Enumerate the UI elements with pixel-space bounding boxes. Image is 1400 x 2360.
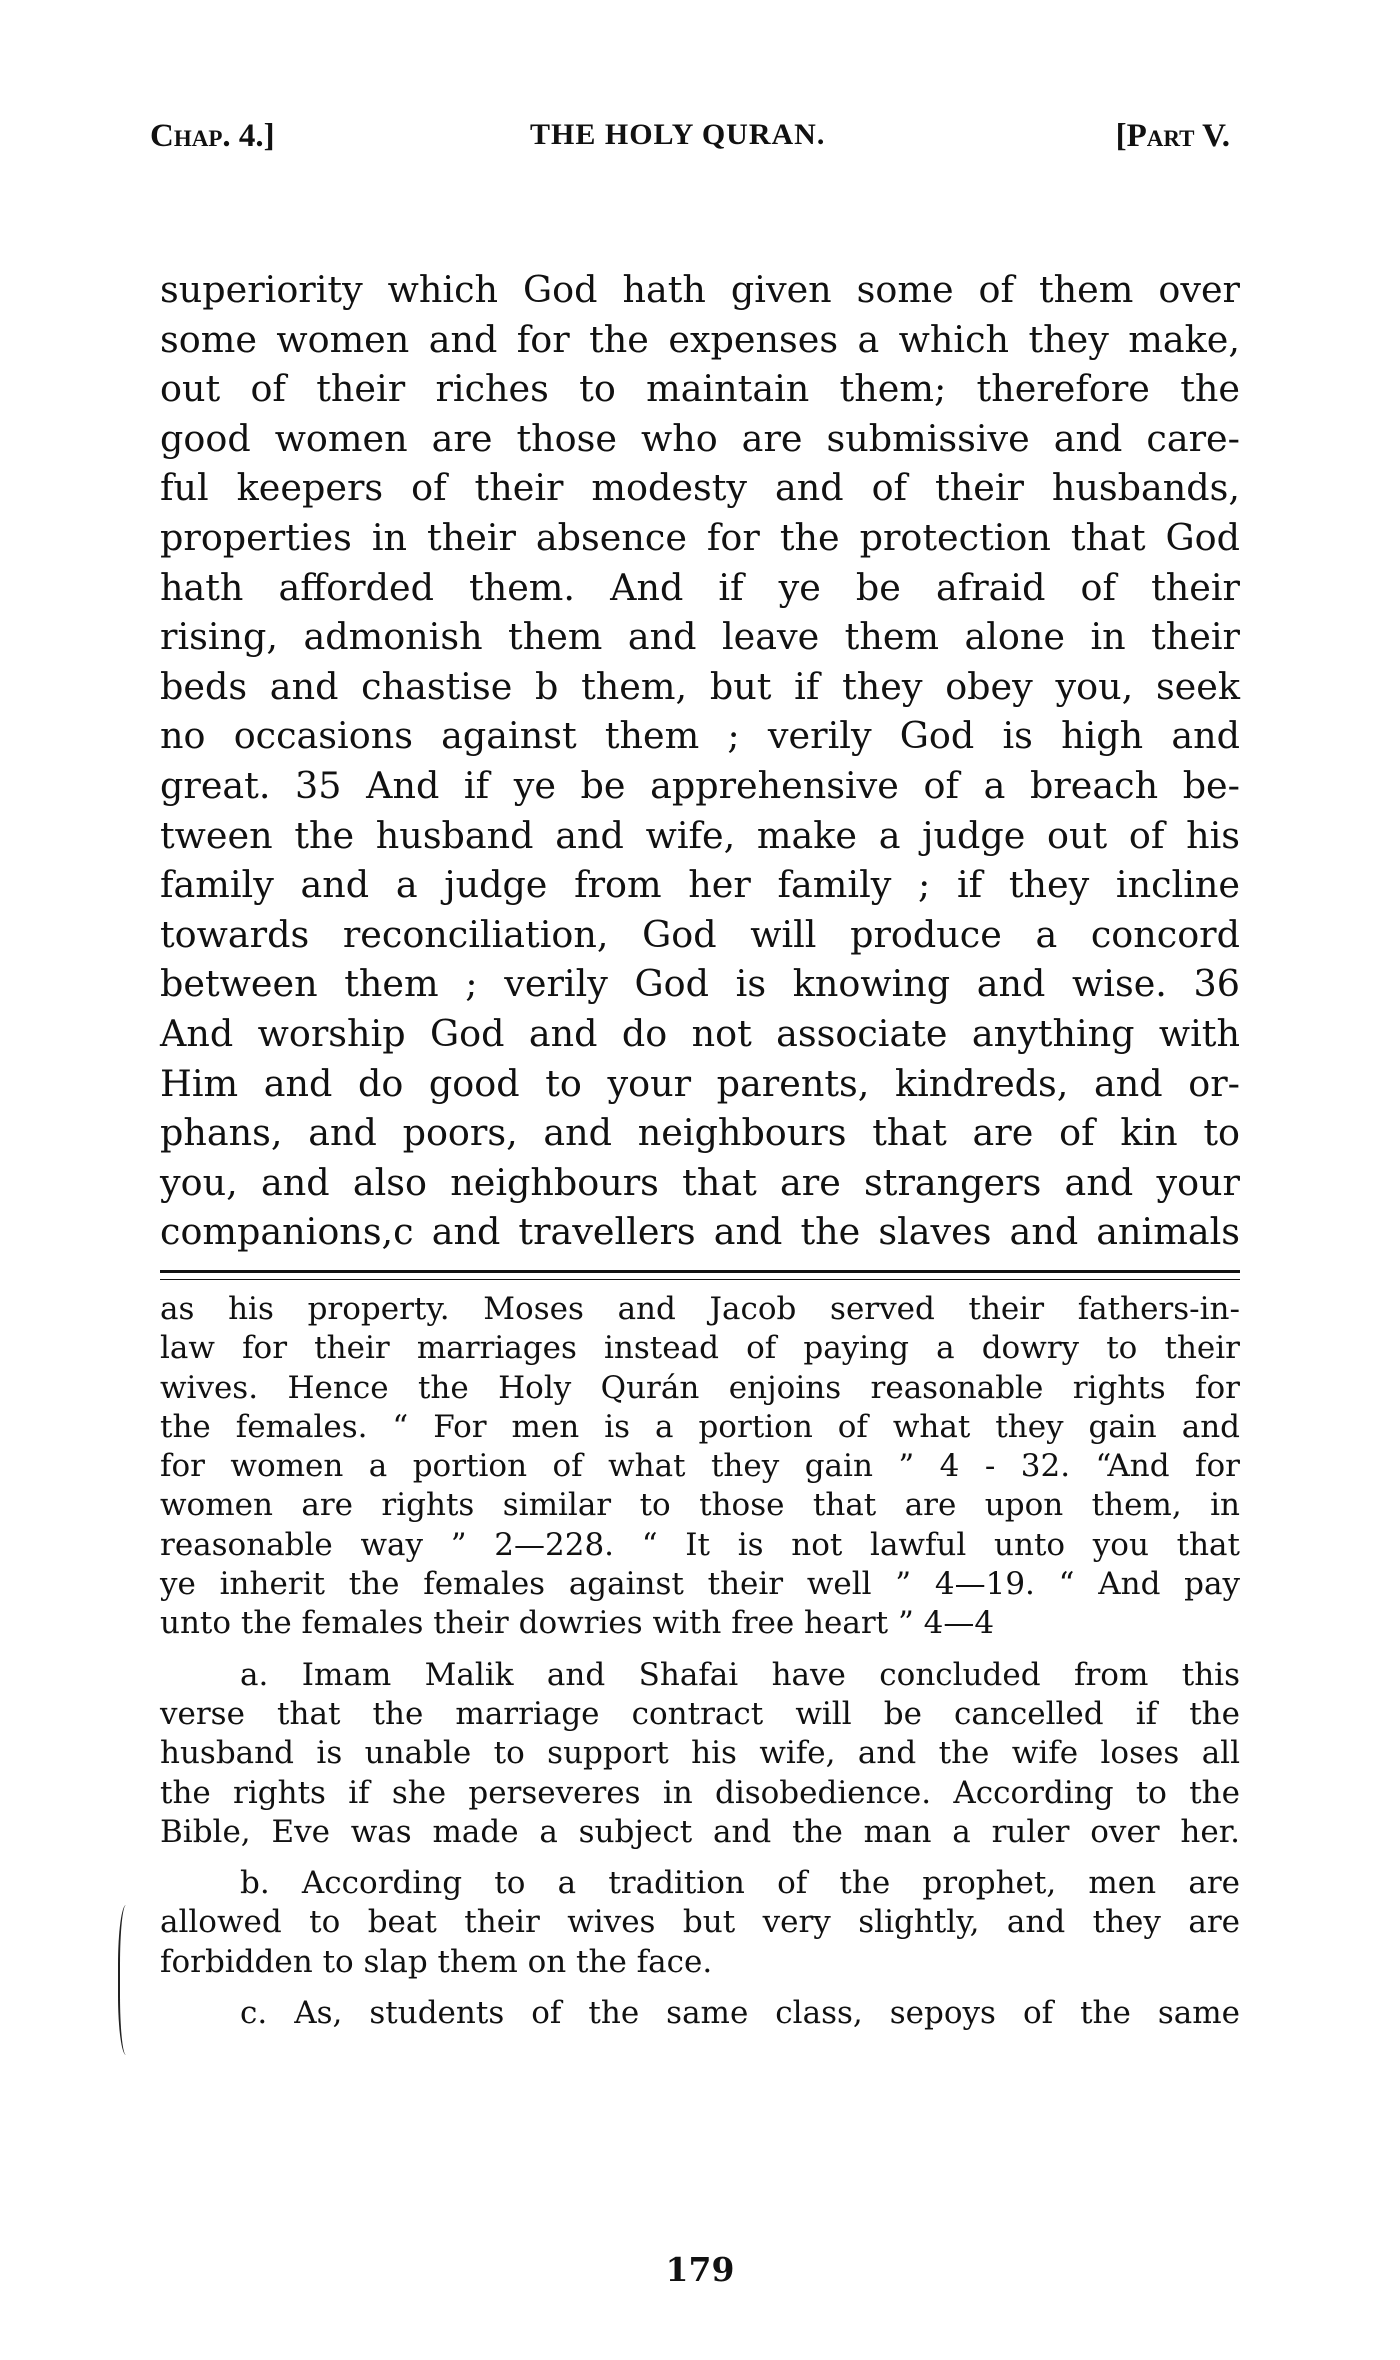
- footnote-line: allowed to beat their wives but very slightly, and they are: [160, 1904, 1240, 1941]
- footnote-rule: [160, 1270, 1240, 1273]
- footnote-line: the females. “ For men is a portion of what they gain and: [160, 1408, 1240, 1445]
- footnote-line: forbidden to slap them on the face.: [160, 1943, 713, 1980]
- text-line: properties in their absence for the protection that God: [160, 515, 1240, 559]
- footnote-line: c. As, students of the same class, sepoys of the same: [240, 1995, 1240, 2032]
- text-line: family and a judge from her family ; if they incline: [160, 863, 1240, 907]
- text-line: towards reconciliation, God will produce a concord: [160, 912, 1240, 956]
- text-line: between them ; verily God is knowing and wise. 36: [160, 962, 1240, 1006]
- text-line: good women are those who are submissive and care-: [160, 416, 1240, 460]
- header-title: THE HOLY QURAN.: [530, 118, 826, 151]
- header-chapter: Chap. 4.]: [150, 118, 275, 154]
- footnote-continuation: [160, 1290, 1240, 1644]
- running-header: [150, 118, 1230, 168]
- page-number: 179: [665, 2250, 735, 2289]
- footnote-line: women are rights similar to those that are upon them, in: [160, 1487, 1240, 1524]
- text-line: rising, admonish them and leave them alone in their: [160, 615, 1240, 659]
- text-line: no occasions against them ; verily God is high and: [160, 714, 1240, 758]
- footnote-line: a. Imam Malik and Shafai have concluded from this: [240, 1656, 1240, 1693]
- footnote-b: [160, 1864, 1240, 1982]
- footnote-line: wives. Hence the Holy Qurán enjoins reasonable rights for: [160, 1369, 1240, 1406]
- main-text: [160, 265, 1240, 1257]
- header-part: [Part V.: [1115, 118, 1230, 154]
- footnote-line: reasonable way ” 2—228. “ It is not lawful unto you that: [160, 1526, 1240, 1563]
- text-line: out of their riches to maintain them; therefore the: [160, 367, 1240, 411]
- text-line: some women and for the expenses a which they make,: [160, 317, 1240, 361]
- text-line: And worship God and do not associate anything with: [160, 1011, 1240, 1055]
- footnotes: [160, 1290, 1240, 2033]
- margin-bracket-mark: [118, 1905, 138, 2055]
- footnote-a: [160, 1656, 1240, 1852]
- footnote-line: b. According to a tradition of the prophet, men are: [240, 1865, 1240, 1902]
- footnote-line: the rights if she perseveres in disobedience. According to the: [160, 1774, 1240, 1811]
- text-line: great. 35 And if ye be apprehensive of a breach be-: [160, 763, 1240, 807]
- footnote-line: verse that the marriage contract will be cancelled if the: [160, 1695, 1240, 1732]
- text-line: companions,c and travellers and the slaves and animals: [160, 1210, 1240, 1254]
- text-line: you, and also neighbours that are strangers and your: [160, 1160, 1240, 1204]
- text-line: beds and chastise b them, but if they obey you, seek: [160, 664, 1240, 708]
- footnote-line: Bible, Eve was made a subject and the man a ruler over her.: [160, 1813, 1240, 1850]
- footnote-line: as his property. Moses and Jacob served their fathers-in-: [160, 1291, 1240, 1327]
- footnote-line: husband is unable to support his wife, and the wife loses all: [160, 1735, 1240, 1772]
- text-line: hath afforded them. And if ye be afraid of their: [160, 565, 1240, 609]
- text-line: phans, and poors, and neighbours that are of kin to: [160, 1111, 1240, 1155]
- footnote-line: law for their marriages instead of paying a dowry to their: [160, 1330, 1240, 1367]
- text-line: tween the husband and wife, make a judge out of his: [160, 813, 1240, 857]
- text-line: Him and do good to your parents, kindreds, and or-: [160, 1061, 1240, 1105]
- text-line: superiority which God hath given some of them over: [160, 268, 1240, 311]
- footnote-rule-thin: [160, 1279, 1240, 1280]
- footnote-c: [160, 1994, 1240, 2033]
- footnote-line: unto the females their dowries with free heart ” 4—4: [160, 1605, 995, 1642]
- footnote-line: for women a portion of what they gain ” 4 - 32. “And for: [160, 1448, 1240, 1485]
- text-line: ful keepers of their modesty and of their husbands,: [160, 466, 1240, 510]
- footnote-line: ye inherit the females against their well ” 4—19. “ And pay: [160, 1566, 1240, 1603]
